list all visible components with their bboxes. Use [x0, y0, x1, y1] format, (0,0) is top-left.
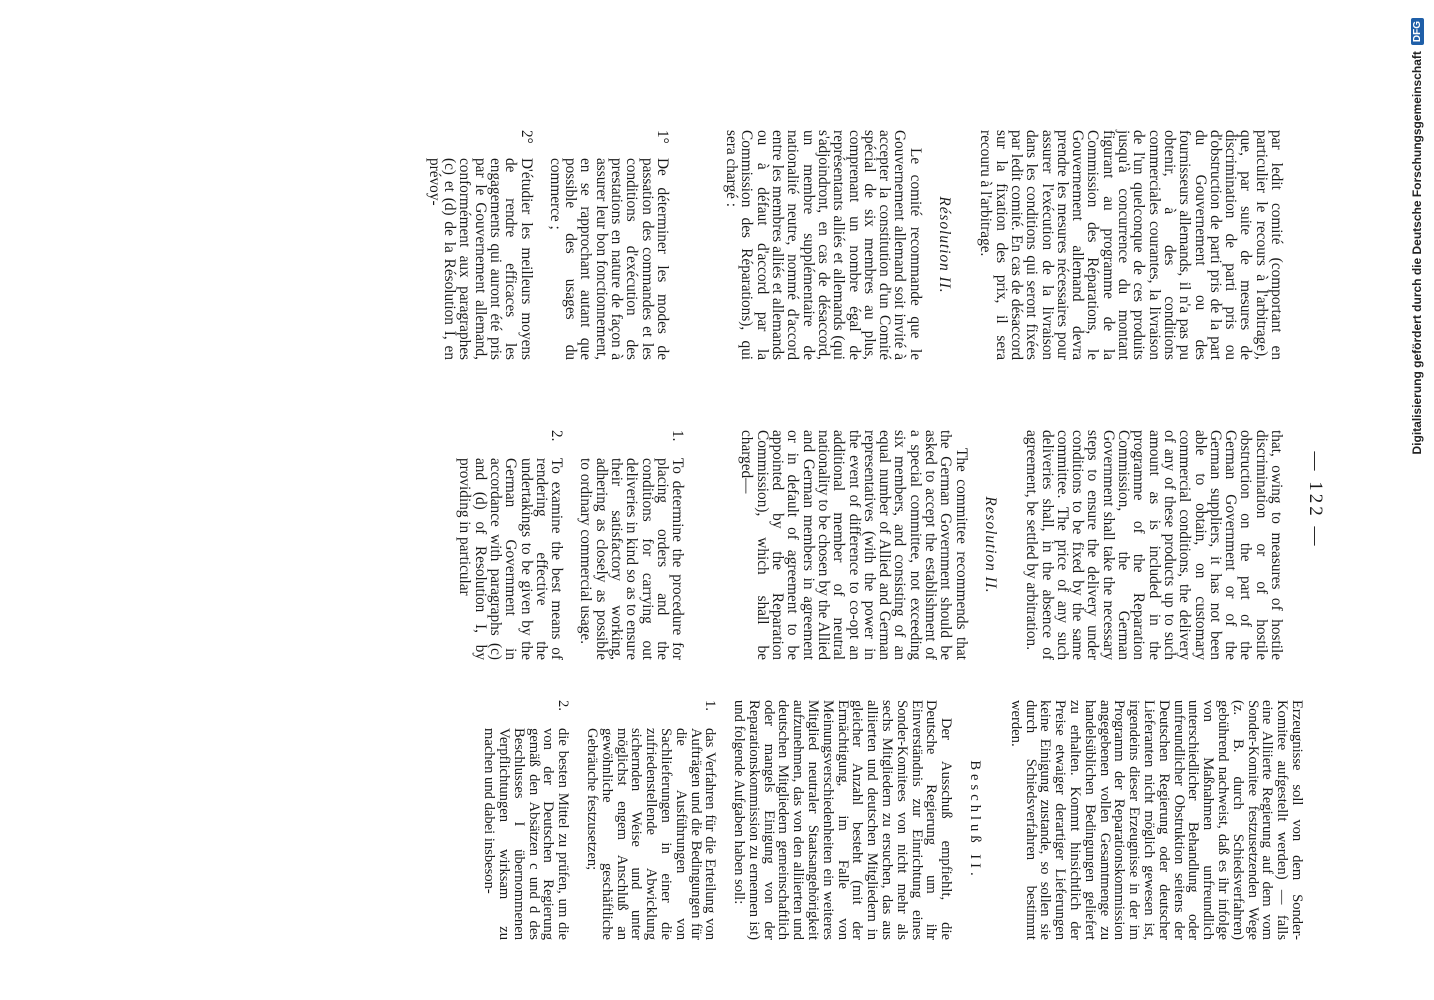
english-heading: Resolution II.: [981, 496, 999, 594]
french-item-1-number: 1°: [653, 130, 671, 144]
english-item-2-text: To examine the best means of rendering effective the undertakings to be given by the German Government in accordance with paragraphs (c) and (d) of Resolution I, by providing in particular: [456, 458, 566, 660]
french-heading: Résolution II.: [936, 196, 954, 294]
german-item-2: [481, 700, 570, 940]
dfg-logo: DFG: [1411, 18, 1424, 45]
french-item-1-text: De déterminer les modes de passation des commandes et les conditions d'exécution des prestations en nature de façon à assurer leur bon fonctionnement, en se rapprochant autant que possible des usages du commerce ;: [546, 158, 671, 360]
german-item-1: [584, 700, 717, 940]
page-number: — 122 —: [1305, 451, 1326, 549]
german-item-1-number: 1.: [702, 700, 719, 711]
german-paragraph-2: Der Ausschuß empfiehlt, die Deutsche Regierung um ihr Einverständnis zur Einrichtung eines Sonder-Komitees von nicht mehr als sechs Mitgliedern zu ersuchen, das aus alliierten und deutschen Mitgliedern in gleicher Anzahl besteht (mit der Ermächtigung, im Falle von Meinungsverschiedenheiten ein weiteres Mitglied neutraler Staatsangehörigkeit aufzunehmen, das von den alliierten und deutschen Mitgliedern gemeinschaftlich oder mangels Einigung von der Reparationskommission zu ernennen ist) und folgende Aufgaben haben soll:: [731, 700, 955, 940]
french-paragraph-1: par ledit comité (comportant en particulier le recours à l'arbitrage), que, par suite de mesures de discrimination de parti pris ou d'obstruction de parti pris de la part du Gouvernement ou des fournisseurs allemands, il n'a pas pu obtenir, à des conditions commerciales courantes, la livraison de l'un quelconque de ces produits jusqu'à concurrence du montant figurant au programme de la Commission des Réparations, le Gouvernement allemand devra prendre les mesures nécessaires pour assurer l'exécution de la livraison dans les conditions qui seront fixées par ledit comité. En cas de désaccord sur la fixation des prix, il sera recouru à l'arbitrage.: [977, 130, 1285, 360]
german-item-2-text: die besten Mittel zu prüfen, um die von der Deutschen Regierung gemäß den Absätzen c und d des Beschlusses I übernommenen Verpflichtungen wirksam zu machen und dabei insbeson-: [481, 728, 572, 940]
credit-text: Digitalisierung gefördert durch die Deutsche Forschungsgemeinschaft: [1410, 51, 1424, 455]
french-item-2-number: 2°: [517, 130, 535, 144]
french-column: [426, 130, 1284, 360]
german-heading: Beschluß II.: [967, 760, 984, 880]
german-column-main: [481, 700, 1304, 940]
english-item-2-number: 2.: [548, 430, 566, 442]
french-paragraph-2: Le comité recommande que le Gouvernement allemand soit invité à accepter la constitution d'un Comité spécial de six membres au plus, comprenant un nombre égal de représentants alliés et allemands (qui s'adjoindront, en cas de désaccord, un membre supplémentaire de nationalité neutre, nommé d'accord entre les membres alliés et allemands ou à défaut d'accord par la Commission des Réparations), qui sera chargé :: [723, 130, 924, 360]
english-column: [457, 430, 1284, 660]
german-item-1-text: das Verfahren für die Erteilung von Aufträgen und die Bedingungen für die Ausführungen von Sachlieferungen in einer die zufriedenstellende Abwicklung sichernden Weise und unter möglichst engem Anschluß an gewöhnliche geschäftliche Gebräuche festzusetzen;: [583, 728, 719, 940]
english-item-1-number: 1.: [669, 430, 687, 442]
french-item-2-text: D'étudier les meilleurs moyens de rendre efficaces les engagements qui auront été pris par le Gouvernement allemand, conformément aux paragraphes (c) et (d) de la Résolution I, en prévoy-: [425, 158, 535, 360]
english-paragraph-2: The committee recommends that the German Government should be asked to accept the establishment of a special committee, not exceeding six members, and consisting of an equal number of Allied and German representatives (with the power in the event of difference to co-opt an additional member of neutral nationality to be chosen by the Allied and German members in agreement or in default of agreement to be appointed by the Reparation Commission), which shall be charged—: [738, 430, 970, 660]
french-item-1: [548, 130, 670, 360]
english-paragraph-1: that, owing to measures of hostile discrimination or of hostile obstruction on the part of the German Government or of the German suppliers, it has not been able to obtain, on customary commercial conditions, the delivery of any of these products up to such amount as is included in the programme of the Reparation Commission, the German Government shall take the necessary steps to ensure the delivery under conditions to be fixed by the same committee. The price of any such deliveries shall, in the absence of agreement, be settled by arbitration.: [1023, 430, 1285, 660]
english-item-1-text: To determine the procedure for placing orders and the conditions for carrying out deliveries in kind so as to ensure their satisfactory working, adhering as closely as possible to ordinary commercial usage.: [577, 458, 687, 660]
english-item-2: [457, 430, 564, 660]
german-item-2-number: 2.: [555, 700, 572, 711]
german-paragraph-1: Erzeugnisse soll von dem Sonder-Komitee aufgestellt werden) — falls eine Alliierte Regierung auf dem vom Sonder-Komitee festzusetzenden Wege (z. B. durch Schiedsverfahren) gebührend nachweist, daß es ihr infolge von Maßnahmen unfreundlich unterschiedlicher Behandlung oder unfreundlicher Obstruktion seitens der Deutschen Regierung oder deutscher Lieferanten nicht möglich gewesen ist, irgendeins dieser Erzeugnisse in der im Programm der Reparationskommission angegebenen vollen Gesamtmenge zu handelsüblichen Bedingungen geliefert zu erhalten. Kommt hinsichtlich der Preise etwaiger derartiger Lieferungen keine Einigung zustande, so sollen sie durch Schiedsverfahren bestimmt werden.: [1007, 700, 1305, 940]
english-item-1: [578, 430, 685, 660]
french-item-2: [426, 130, 533, 360]
